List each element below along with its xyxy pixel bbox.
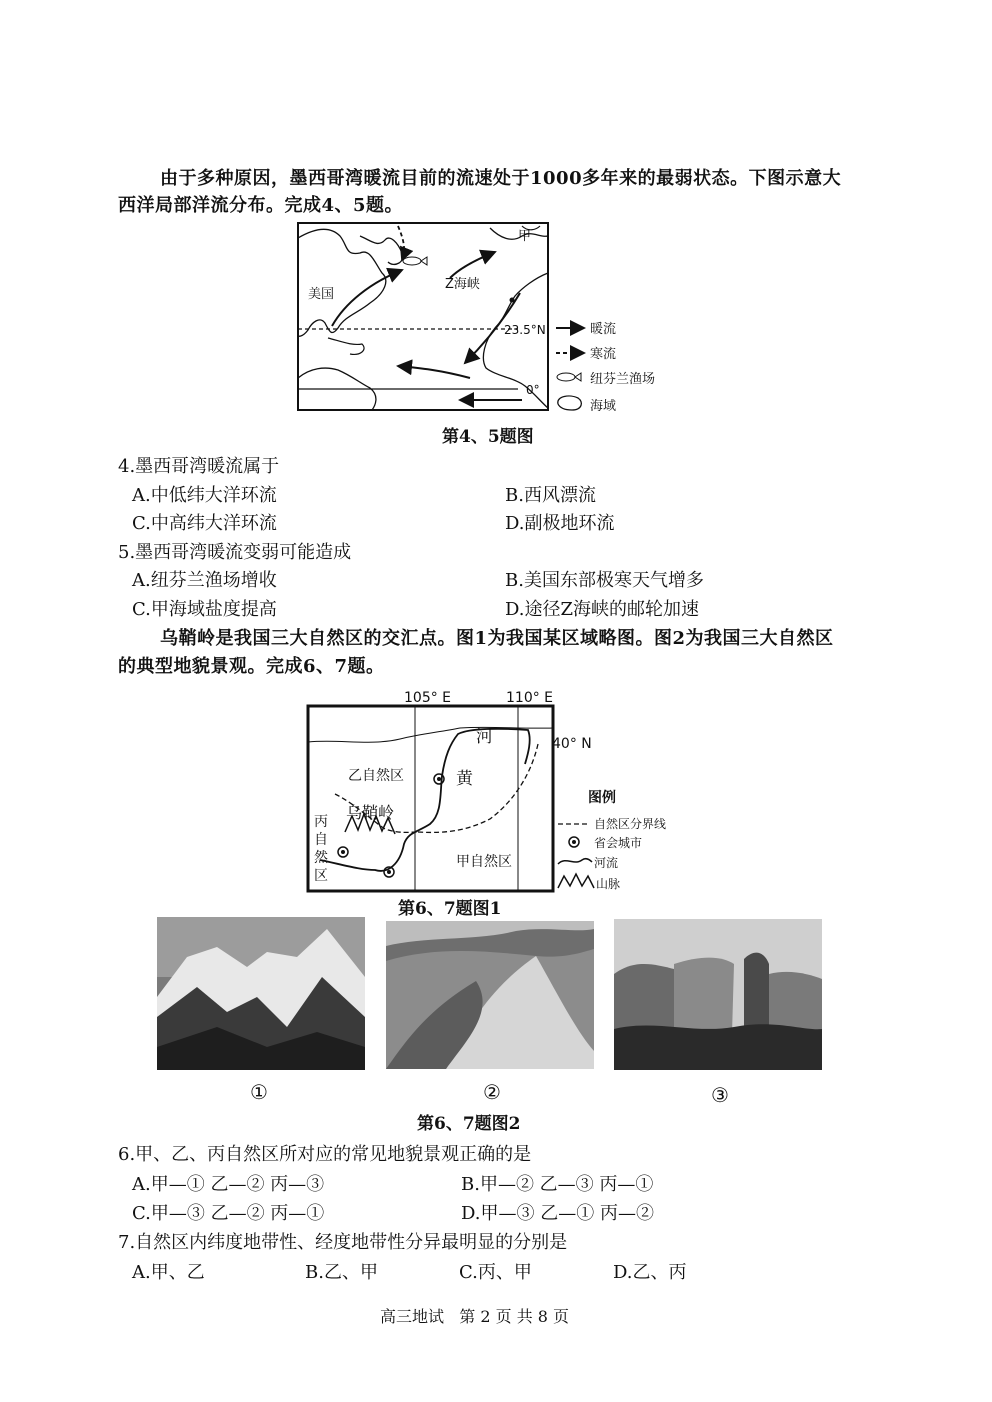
q5-stem: 5.墨西哥湾暖流变弱可能造成 <box>118 542 352 563</box>
q4-option-c[interactable]: C.中高纬大洋环流 <box>132 513 277 534</box>
map2-label-bing-3: 区 <box>314 868 328 884</box>
q5-option-a[interactable]: A.纽芬兰渔场增收 <box>132 570 277 591</box>
q5-option-c[interactable]: C.甲海域盐度提高 <box>132 599 277 620</box>
intro2-line1: 乌鞘岭是我国三大自然区的交汇点。图1为我国某区域略图。图2为我国三大自然区 <box>160 628 834 649</box>
photos-caption: 第6、7题图2 <box>417 1114 521 1134</box>
photo-snow-mountain <box>157 917 365 1070</box>
map2-label-lon110: 110° E <box>506 690 554 706</box>
q5-option-d[interactable]: D.途径Z海峡的邮轮加速 <box>505 599 700 620</box>
mountain-icon <box>558 874 594 888</box>
svg-text:自然区分界线: 自然区分界线 <box>594 817 667 831</box>
svg-text:海域: 海域 <box>590 399 617 414</box>
legend-title: 图例 <box>588 790 616 806</box>
q6-option-a[interactable]: A.甲—① 乙—② 丙—③ <box>132 1174 325 1195</box>
q7-stem: 7.自然区内纬度地带性、经度地带性分异最明显的分别是 <box>118 1232 568 1253</box>
svg-text:寒流: 寒流 <box>590 347 617 362</box>
svg-text:暖流: 暖流 <box>590 322 617 337</box>
q5-option-b[interactable]: B.美国东部极寒天气增多 <box>505 570 704 591</box>
q6-option-d[interactable]: D.甲—③ 乙—① 丙—② <box>461 1203 654 1224</box>
q4-option-b[interactable]: B.西风漂流 <box>505 485 596 506</box>
q7-option-c[interactable]: C.丙、甲 <box>459 1262 532 1283</box>
q7-option-d[interactable]: D.乙、丙 <box>613 1262 687 1283</box>
svg-text:山脉: 山脉 <box>596 877 621 891</box>
river-icon <box>558 859 592 864</box>
map1-label-lat: 23.5°N <box>504 323 546 337</box>
map2-label-huang: 黄 <box>456 769 473 789</box>
q7-option-a[interactable]: A.甲、乙 <box>132 1262 205 1283</box>
page-footer: 高三地试 第 2 页 共 8 页 <box>380 1307 570 1326</box>
q6-stem: 6.甲、乙、丙自然区所对应的常见地貌景观正确的是 <box>118 1144 532 1165</box>
svg-text:省会城市: 省会城市 <box>594 836 643 850</box>
q4-option-a[interactable]: A.中低纬大洋环流 <box>132 485 277 506</box>
capital-city-icon <box>569 837 579 847</box>
map1-label-equator: 0° <box>526 383 540 397</box>
intro1-line2: 西洋局部洋流分布。完成4、5题。 <box>118 195 404 216</box>
region-map <box>300 684 700 894</box>
map2-label-yi: 乙自然区 <box>348 768 404 784</box>
map2-label-he: 河 <box>476 727 493 747</box>
fish-icon <box>557 373 581 381</box>
q7-option-b[interactable]: B.乙、甲 <box>305 1262 378 1283</box>
svg-text:河流: 河流 <box>594 856 619 870</box>
map1-legend <box>556 321 655 414</box>
svg-text:纽芬兰渔场: 纽芬兰渔场 <box>590 372 656 387</box>
intro2-line2: 的典型地貌景观。完成6、7题。 <box>118 656 385 677</box>
map1-label-usa: 美国 <box>308 287 335 302</box>
photo-label-1: ① <box>250 1080 268 1104</box>
map1-label-strait: Z海峡 <box>445 277 480 292</box>
intro1-line1: 由于多种原因，墨西哥湾暖流目前的流速处于1000多年来的最弱状态。下图示意大 <box>160 168 842 189</box>
q4-stem: 4.墨西哥湾暖流属于 <box>118 456 280 477</box>
q4-option-d[interactable]: D.副极地环流 <box>505 513 615 534</box>
map2-legend <box>558 789 666 891</box>
photo-label-3: ③ <box>711 1083 729 1107</box>
map2-label-bing-1: 自 <box>314 832 328 848</box>
photo-label-2: ② <box>483 1080 501 1104</box>
map2-frame <box>308 706 553 891</box>
map2-label-lon105: 105° E <box>404 690 452 706</box>
map2-label-lat40: 40° N <box>552 736 592 752</box>
map2-label-jia: 甲自然区 <box>456 854 512 870</box>
map1-frame <box>298 223 548 410</box>
map2-label-bing-0: 丙 <box>314 814 328 830</box>
map2-label-wushaoling: 乌鞘岭 <box>346 803 395 822</box>
map1-caption: 第4、5题图 <box>442 427 534 447</box>
q6-option-b[interactable]: B.甲—② 乙—③ 丙—① <box>461 1174 654 1195</box>
q6-option-c[interactable]: C.甲—③ 乙—② 丙—① <box>132 1203 325 1224</box>
map2-caption: 第6、7题图1 <box>398 899 502 919</box>
map2-label-bing-2: 然 <box>314 850 328 866</box>
map1-label-jia: 甲 <box>518 229 532 244</box>
atlantic-current-map <box>290 218 680 414</box>
photo-sand-dunes <box>386 921 594 1069</box>
sea-area-icon <box>558 396 582 410</box>
strait-point <box>510 298 515 303</box>
photo-danxia-landform <box>614 919 822 1070</box>
